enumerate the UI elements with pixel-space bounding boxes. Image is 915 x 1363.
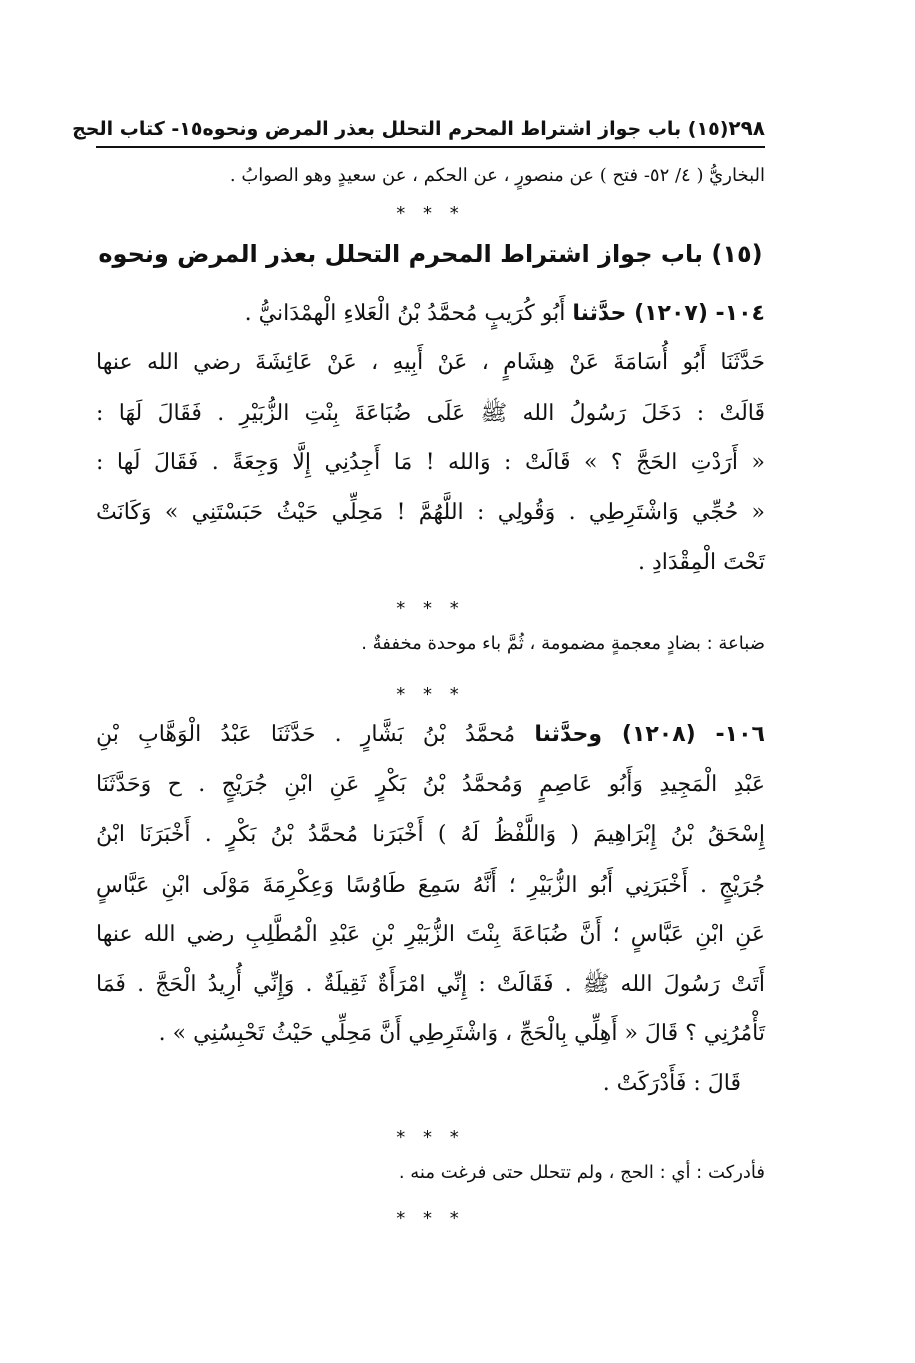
hadith-text: أَبُو كُرَيبٍ مُحمَّدُ بْنُ الْعَلاءِ الْهمْدَانيُّ . (244, 301, 573, 326)
hadith-104-line: قَالَتْ : دَخَلَ رَسُولُ الله ﷺ عَلَى ضُبَاعَةَ بِنْتِ الزُّبَيْرِ . فَقَالَ لَهَا : (96, 401, 765, 426)
separator-stars: * * * (396, 684, 465, 705)
hadith-104-line (96, 301, 765, 327)
hadith-106-line: جُرَيْجٍ . أَخْبَرَنِي أَبُو الزُّبَيْرِ ؛ أَنَّهُ سَمِعَ طَاوُسًا وَعِكْرِمَةَ مَوْلَى ابْنِ عَبَّاسٍ (96, 873, 765, 898)
hadith-106-line: عَبْدِ الْمَجِيدِ وَأَبُو عَاصِمٍ وَمُحمَّدُ بْنُ بَكْرٍ عَنِ ابْنِ جُرَيْجٍ . ح وَحَدَّثَنَا (96, 772, 765, 797)
hadith-104-line: حَدَّثَنَا أَبُو أُسَامَةَ عَنْ هِشَامٍ ، عَنْ أَبِيهِ ، عَنْ عَائِشَةَ رضي الله عنها (96, 350, 765, 375)
separator-stars: * * * (396, 203, 465, 224)
hadith-106-line: أَتَتْ رَسُولَ الله ﷺ . فَقَالَتْ : إِنِّي امْرَأَةٌ ثَقِيلَةٌ . وَإِنِّي أُرِيدُ الْحَجَّ . فَمَا (96, 972, 765, 997)
hadith-106-line: قَالَ : فَأَدْرَكَتْ . (602, 1071, 741, 1096)
hadith-104-line: « أَرَدْتِ الحَجَّ ؟ » قَالَتْ : وَالله ! مَا أَجِدُنِي إِلَّا وَجِعَةً . فَقَالَ لَها : (96, 450, 765, 475)
separator-stars: * * * (396, 1208, 465, 1229)
hadith-106-line: عَنِ ابْنِ عَبَّاسٍ ؛ أَنَّ ضُبَاعَةَ بِنْتَ الزُّبَيْرِ بْنِ عَبْدِ الْمُطَّلِبِ رضي الله عنها (96, 922, 765, 947)
chapter-heading: (١٥) باب جواز اشتراط المحرم التحلل بعذر المرض ونحوه (98, 240, 763, 268)
hadith-text: مُحمَّدُ بْنُ بَشَّارٍ . حَدَّثَنَا عَبْدُ الْوَهَّابِ بْنِ (96, 722, 535, 747)
top-footnote: البخاريُّ ( ٤/ ٥٢- فتح ) عن منصورٍ ، عن الحكم ، عن سعيدٍ وهو الصوابُ . (229, 165, 765, 186)
hadith-number: ١٠٦- (١٢٠٨) وحدَّثنا (534, 722, 765, 747)
hadith-106-line: تَأْمُرُنِي ؟ قَالَ « أَهِلِّي بِالْحَجِّ ، وَاشْتَرِطِي أَنَّ مَحِلِّي حَيْثُ تَحْبِسُنِي » . (158, 1021, 765, 1046)
hadith-106-line: إِسْحَقُ بْنُ إِبْرَاهِيمَ ( وَاللَّفْظُ لَهُ ) أَخْبَرَنا مُحمَّدُ بْنُ بَكْرٍ . أَخْبَرَنَا ابْنُ (96, 822, 765, 847)
separator-stars: * * * (396, 1127, 465, 1148)
hadith-106-line (96, 722, 765, 748)
note-dubaa: ضباعة : بضادٍ معجمةٍ مضمومة ، ثُمَّ باء موحدة مخففةٌ . (361, 633, 765, 654)
page (72, 0, 765, 1363)
hadith-number: ١٠٤- (١٢٠٧) حدَّثنا (572, 301, 765, 326)
running-header (72, 104, 765, 148)
separator-stars: * * * (396, 598, 465, 619)
hadith-104-line: تَحْتَ الْمِقْدَادِ . (637, 550, 765, 575)
hadith-104-line: « حُجِّي وَاشْتَرِطِي . وَقُولِي : اللَّهُمَّ ! مَحِلِّي حَيْثُ حَبَسْتَنِي » وَكَانَتْ (96, 500, 765, 525)
page-number: ٢٩٨ (728, 116, 765, 140)
book-title: ١٥- كتاب الحج (72, 118, 203, 140)
note-adrakat: فأدركت : أي : الحج ، ولم تتحلل حتى فرغت منه . (398, 1162, 765, 1183)
section-title: (١٥) باب جواز اشتراط المحرم التحلل بعذر المرض ونحوه (202, 118, 729, 140)
